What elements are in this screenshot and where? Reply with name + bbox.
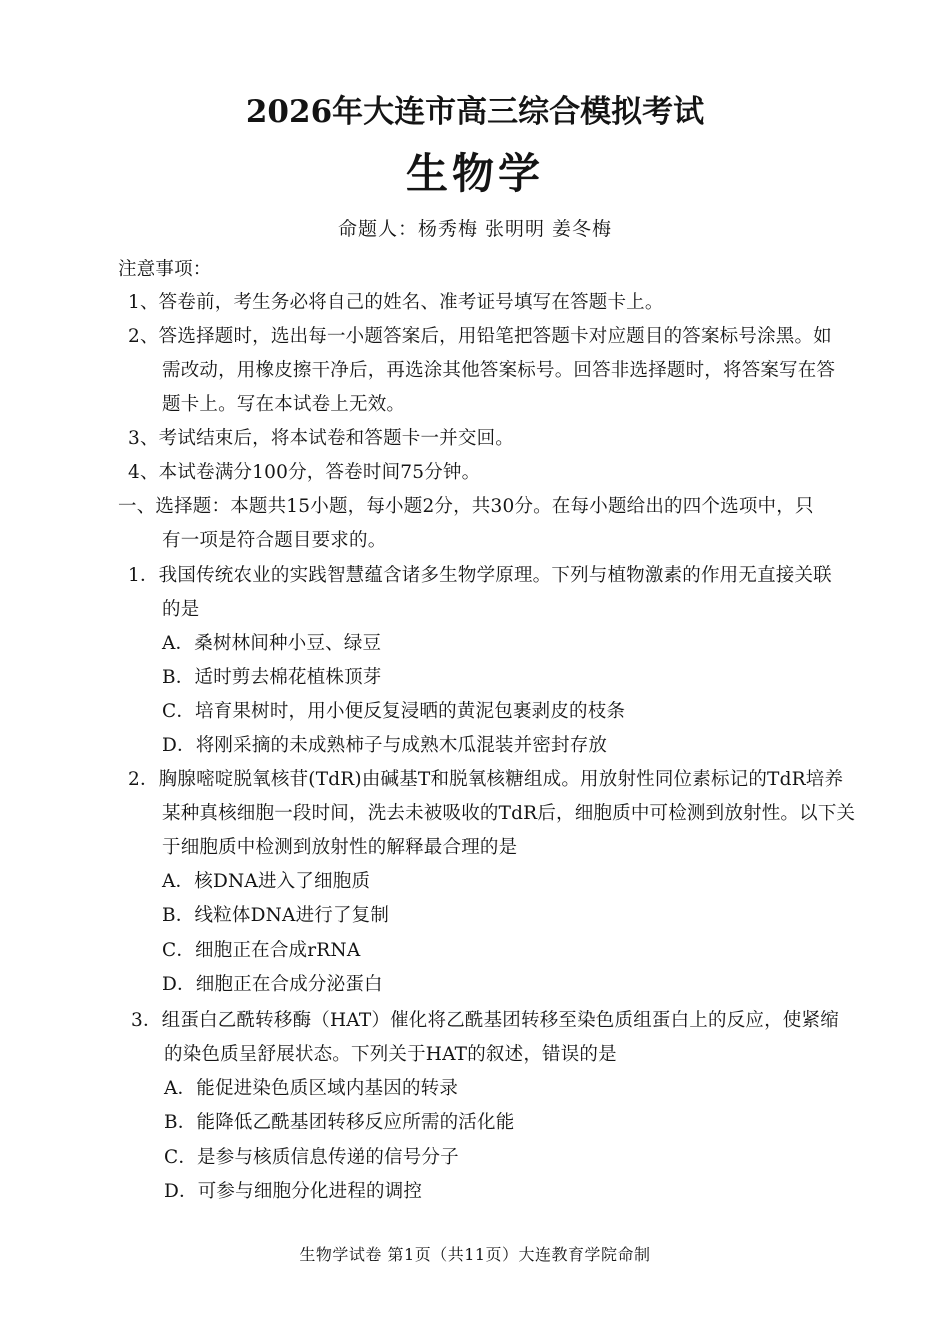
question-1-stem: 1．我国传统农业的实践智慧蕴含诸多生物学原理。下列与植物激素的作用无直接关联: [128, 565, 832, 586]
notice-heading: 注意事项：: [118, 259, 212, 280]
notice-item: 3、考试结束后，将本试卷和答题卡一并交回。: [128, 428, 514, 449]
question-1-option-a: A．桑树林间种小豆、绿豆: [162, 633, 382, 654]
question-3-stem-cont: 的染色质呈舒展状态。下列关于HAT的叙述，错误的是: [164, 1044, 617, 1065]
notice-item: 4、本试卷满分100分，答卷时间75分钟。: [128, 462, 481, 483]
question-1-option-b: B．适时剪去棉花植株顶芽: [162, 667, 382, 688]
question-2-stem-cont: 于细胞质中检测到放射性的解释最合理的是: [162, 837, 518, 858]
section-heading-cont: 有一项是符合题目要求的。: [162, 530, 387, 551]
question-1-option-d: D．将刚采摘的未成熟柿子与成熟木瓜混装并密封存放: [162, 735, 608, 756]
subject-title: 生物学: [405, 149, 544, 198]
notice-item: 1、答卷前，考生务必将自己的姓名、准考证号填写在答题卡上。: [128, 292, 664, 313]
question-1-stem-cont: 的是: [162, 599, 200, 620]
question-3-option-a: A．能促进染色质区域内基因的转录: [164, 1078, 459, 1099]
question-2-option-b: B．线粒体DNA进行了复制: [162, 905, 390, 926]
question-2-option-c: C．细胞正在合成rRNA: [162, 940, 361, 961]
section-heading: 一、选择题：本题共15小题，每小题2分，共30分。在每小题给出的四个选项中，只: [118, 496, 814, 517]
notice-item: 2、答选择题时，选出每一小题答案后，用铅笔把答题卡对应题目的答案标号涂黑。如: [128, 326, 832, 347]
exam-title: 2026年大连市高三综合模拟考试: [245, 94, 705, 130]
question-1-option-c: C．培育果树时，用小便反复浸晒的黄泥包裹剥皮的枝条: [162, 701, 626, 722]
authors-line: 命题人：杨秀梅 张明明 姜冬梅: [337, 218, 613, 240]
notice-item-cont: 题卡上。写在本试卷上无效。: [162, 394, 406, 415]
question-2-stem-cont: 某种真核细胞一段时间，洗去未被吸收的TdR后，细胞质中可检测到放射性。以下关: [162, 803, 856, 824]
question-3-option-c: C．是参与核质信息传递的信号分子: [164, 1147, 459, 1168]
notice-item-cont: 需改动，用橡皮擦干净后，再选涂其他答案标号。回答非选择题时，将答案写在答: [162, 360, 836, 381]
question-3-stem: 3．组蛋白乙酰转移酶（HAT）催化将乙酰基团转移至染色质组蛋白上的反应，使紧缩: [131, 1010, 839, 1031]
question-2-stem: 2．胸腺嘧啶脱氧核苷(TdR)由碱基T和脱氧核糖组成。用放射性同位素标记的TdR培养: [128, 769, 844, 790]
question-3-option-d: D．可参与细胞分化进程的调控: [164, 1181, 423, 1202]
question-2-option-d: D．细胞正在合成分泌蛋白: [162, 974, 383, 995]
page-footer: 生物学试卷 第1页（共11页）大连教育学院命制: [299, 1245, 651, 1264]
question-3-option-b: B．能降低乙酰基团转移反应所需的活化能: [164, 1112, 515, 1133]
question-2-option-a: A．核DNA进入了细胞质: [162, 871, 371, 892]
